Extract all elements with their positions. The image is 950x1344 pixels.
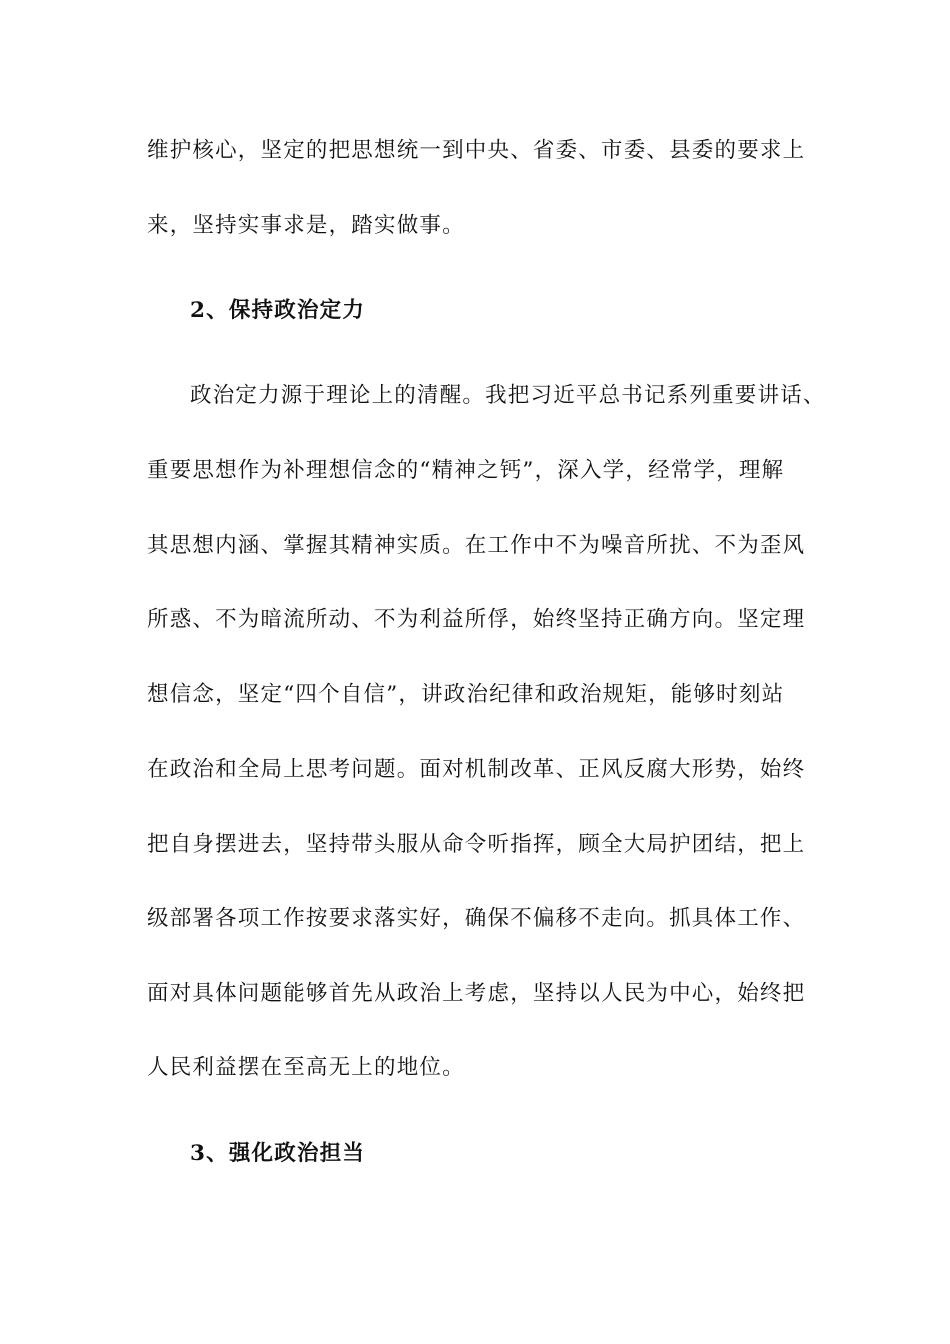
paragraph-line: 在政治和全局上思考问题。面对机制改革、正风反腐大形势，始终 (147, 757, 806, 782)
paragraph-line: 其思想内涵、掌握其精神实质。在工作中不为噪音所扰、不为歪风 (147, 533, 806, 558)
paragraph-line: 维护核心，坚定的把思想统一到中央、省委、市委、县委的要求上 (147, 138, 806, 163)
paragraph-line: 把自身摆进去，坚持带头服从命令听指挥，顾全大局护团结，把上 (147, 832, 806, 857)
paragraph-line: 级部署各项工作按要求落实好，确保不偏移不走向。抓具体工作、 (147, 906, 806, 931)
paragraph-line: 所惑、不为暗流所动、不为利益所俘，始终坚持正确方向。坚定理 (147, 607, 806, 632)
section-heading-3: 3、强化政治担当 (190, 1141, 366, 1166)
paragraph-line: 重要思想作为补理想信念的“精神之钙”，深入学，经常学，理解 (147, 458, 785, 483)
paragraph-line: 想信念，坚定“四个自信”，讲政治纪律和政治规矩，能够时刻站 (147, 682, 785, 707)
paragraph-line: 面对具体问题能够首先从政治上考虑，坚持以人民为中心，始终把 (147, 981, 806, 1006)
paragraph-line: 政治定力源于理论上的清醒。我把习近平总书记系列重要讲话、 (190, 383, 826, 408)
paragraph-line: 来，坚持实事求是，踏实做事。 (147, 213, 465, 238)
paragraph-line: 人民利益摆在至高无上的地位。 (147, 1055, 465, 1080)
section-heading-2: 2、保持政治定力 (190, 298, 366, 323)
